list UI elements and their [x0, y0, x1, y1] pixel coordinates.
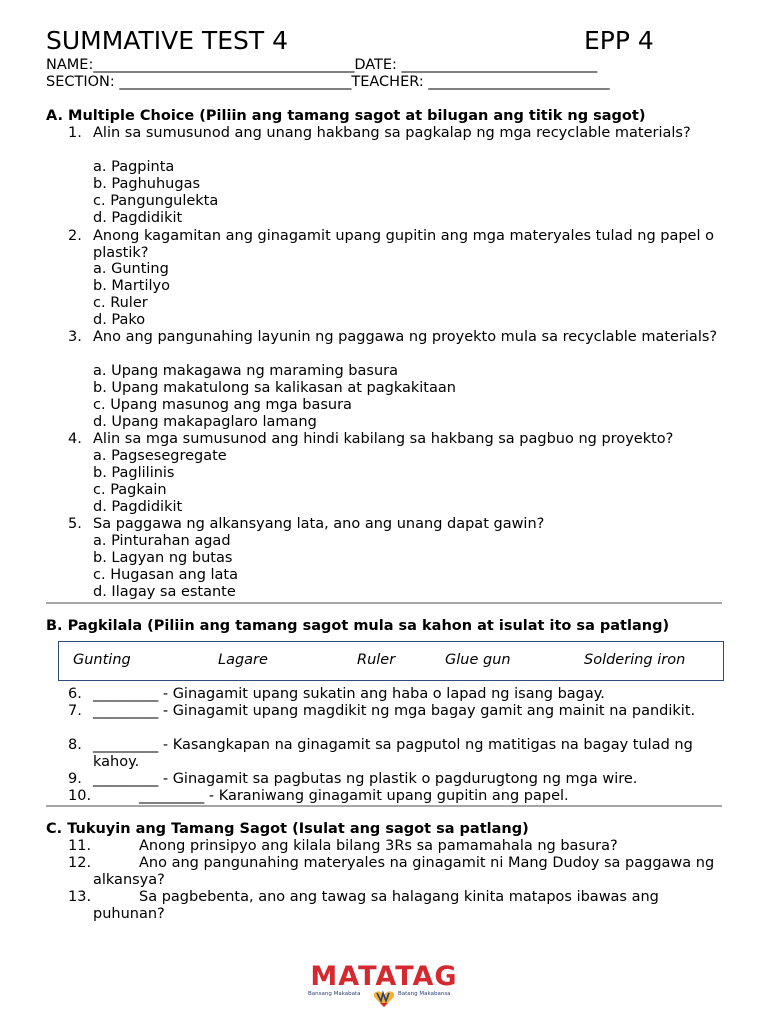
item-text: Sa pagbebenta, ano ang tawag sa halagang kinita matapos ibawas ang puhunan? [93, 889, 659, 922]
question-5 [68, 516, 728, 533]
question-2 [68, 228, 728, 262]
heart-hands-icon [372, 989, 396, 1009]
word-bank-choice: Soldering iron [584, 652, 686, 668]
item-number: 8. [68, 737, 82, 753]
option-4b: b. Paglilinis [93, 465, 175, 481]
option-5d: d. Ilagay sa estante [93, 584, 236, 600]
item-6 [68, 686, 728, 703]
name-date-line: NAME:____________________________________DATE: ___________________________ [46, 57, 598, 73]
item-11 [68, 838, 728, 855]
logo-tagline-right: Batang Makabansa [398, 991, 451, 997]
item-10 [68, 788, 728, 805]
part-b-title: B. Pagkilala (Piliin ang tamang sagot mula sa kahon at isulat ito sa patlang) [46, 618, 670, 634]
option-2b: b. Martilyo [93, 278, 170, 294]
title-row [46, 26, 726, 58]
item-text: _________ - Ginagamit upang sukatin ang haba o lapad ng isang bagay. [93, 686, 605, 702]
item-text: Anong prinsipyo ang kilala bilang 3Rs sa pamamahala ng basura? [139, 838, 618, 854]
item-number: 6. [68, 686, 82, 702]
item-text: _________ - Ginagamit upang magdikit ng mga bagay gamit ang mainit na pandikit. [93, 703, 696, 719]
option-2c: c. Ruler [93, 295, 148, 311]
question-1 [68, 125, 728, 142]
matatag-logo [306, 962, 462, 1010]
option-3a: a. Upang makagawa ng maraming basura [93, 363, 398, 379]
option-3d: d. Upang makapaglaro lamang [93, 414, 317, 430]
item-number: 9. [68, 771, 82, 787]
part-a-title: A. Multiple Choice (Piliin ang tamang sagot at bilugan ang titik ng sagot) [46, 108, 646, 124]
question-text: Alin sa sumusunod ang unang hakbang sa pagkalap ng mga recyclable materials? [93, 125, 691, 141]
option-1b: b. Paghuhugas [93, 176, 201, 192]
option-1d: d. Pagdidikit [93, 210, 183, 226]
option-5b: b. Lagyan ng butas [93, 550, 233, 566]
word-bank-box [58, 641, 724, 681]
option-3c: c. Upang masunog ang mga basura [93, 397, 352, 413]
question-4 [68, 431, 728, 448]
item-13 [68, 889, 728, 923]
question-3 [68, 329, 728, 346]
part-c-title: C. Tukuyin ang Tamang Sagot (Isulat ang sagot sa patlang) [46, 821, 529, 837]
item-number: 12. [68, 855, 92, 871]
word-bank-choice: Lagare [218, 652, 268, 668]
item-8 [68, 737, 728, 771]
section-divider [46, 805, 722, 807]
item-number: 10. [68, 788, 92, 804]
item-text: _________ - Karaniwang ginagamit upang gupitin ang papel. [139, 788, 569, 804]
word-bank-choice: Ruler [357, 652, 396, 668]
question-text: Anong kagamitan ang ginagamit upang gupitin ang mga materyales tulad ng papel o plastik? [93, 228, 714, 261]
item-text: Ano ang pangunahing materyales na ginagamit ni Mang Dudoy sa paggawa ng alkansya? [93, 855, 715, 888]
item-9 [68, 771, 728, 788]
word-bank-choice: Gunting [73, 652, 131, 668]
word-bank-choice: Glue gun [445, 652, 511, 668]
question-number: 3. [68, 329, 82, 345]
subject-label: EPP 4 [584, 26, 654, 55]
item-text: _________ - Ginagamit sa pagbutas ng plastik o pagdurugtong ng mga wire. [93, 771, 638, 787]
question-text: Sa paggawa ng alkansyang lata, ano ang unang dapat gawin? [93, 516, 545, 532]
question-number: 1. [68, 125, 82, 141]
section-teacher-line: SECTION: ________________________________TEACHER: _________________________ [46, 74, 610, 90]
logo-wordmark: MATATAG [310, 961, 458, 992]
section-divider [46, 602, 722, 604]
option-1c: c. Pangungulekta [93, 193, 219, 209]
item-number: 7. [68, 703, 82, 719]
option-5a: a. Pinturahan agad [93, 533, 231, 549]
question-text: Alin sa mga sumusunod ang hindi kabilang sa hakbang sa pagbuo ng proyekto? [93, 431, 674, 447]
test-title: SUMMATIVE TEST 4 [46, 26, 289, 55]
item-number: 13. [68, 889, 92, 905]
question-number: 5. [68, 516, 82, 532]
option-2d: d. Pako [93, 312, 146, 328]
item-12 [68, 855, 728, 889]
item-number: 11. [68, 838, 92, 854]
option-1a: a. Pagpinta [93, 159, 175, 175]
item-7 [68, 703, 728, 720]
option-4c: c. Pagkain [93, 482, 167, 498]
item-text: _________ - Kasangkapan na ginagamit sa pagputol ng matitigas na bagay tulad ng kahoy. [93, 737, 693, 770]
option-2a: a. Gunting [93, 261, 169, 277]
option-5c: c. Hugasan ang lata [93, 567, 238, 583]
question-number: 4. [68, 431, 82, 447]
question-text: Ano ang pangunahing layunin ng paggawa ng proyekto mula sa recyclable materials? [93, 329, 718, 345]
option-4d: d. Pagdidikit [93, 499, 183, 515]
logo-tagline-left: Bansang Makabata [308, 991, 361, 997]
option-3b: b. Upang makatulong sa kalikasan at pagkakitaan [93, 380, 456, 396]
option-4a: a. Pagsesegregate [93, 448, 227, 464]
question-number: 2. [68, 228, 82, 244]
